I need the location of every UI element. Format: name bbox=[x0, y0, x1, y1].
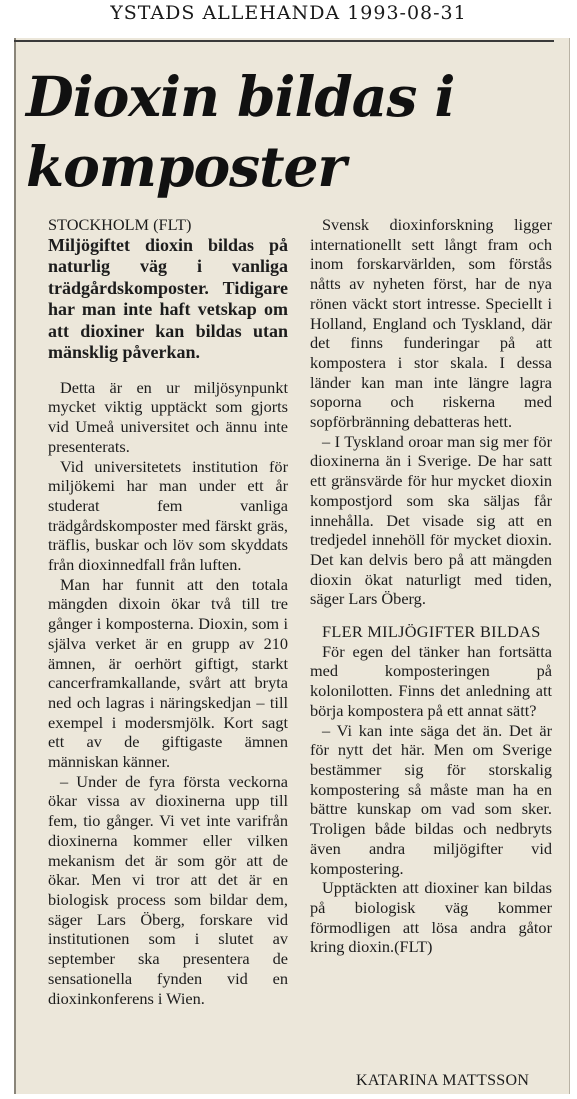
body-paragraph: För egen del tänker han fortsätta med komposteringen på kolonilotten. Finns det anledning att börja kompostera på ett annat sätt? bbox=[310, 641, 552, 720]
body-paragraph: Man har funnit att den totala mängden dixoin ökar två till tre gånger i komposterna. Dioxin, som i själva verket är en grupp av 210 ämnen, är oerhört giftigt, starkt cancerframkallande, svårt att bryta ned och lagras i näringskedjan – till exempel i modersmjölk. Kort sagt ett av de giftigaste ämnen människan känner. bbox=[48, 574, 288, 772]
right-column bbox=[310, 215, 552, 957]
body-paragraph: Detta är en ur miljösynpunkt mycket viktig upptäckt som gjorts vid Umeå universitet och ännu inte presenterats. bbox=[48, 377, 288, 456]
newspaper-header: YSTADS ALLEHANDA 1993-08-31 bbox=[110, 2, 467, 24]
body-paragraph: – Vi kan inte säga det än. Det är för nytt det här. Men om Sverige bestämmer sig för storskalig kompostering så måste man ha en bättre kunskap om vad som sker. Troligen både bildas och nedbryts även andra miljögifter vid kompostering. bbox=[310, 720, 552, 878]
article-headline: Dioxin bildas i komposter bbox=[26, 64, 455, 199]
body-paragraph: Vid universitetets institution för miljökemi har man under ett år studerat fem vanliga trädgårdskomposter med färskt gräs, träflis, buskar och löv som skyddats från dioxinnedfall från luften. bbox=[48, 456, 288, 575]
body-paragraph: Svensk dioxinforskning ligger internationellt sett långt fram och inom forskarvärlden, som förstås nåtts av nyheten först, har de nya rönen väckt stort intresse. Speciellt i Holland, England och Tyskland, där det finns funderingar på att kompostera i stor skala. I dessa länder kan man inte längre lagra soporna och riskerna med sopförbränning debatteras hett. bbox=[310, 215, 552, 432]
subheading: FLER MILJÖGIFTER BILDAS bbox=[322, 622, 541, 642]
byline: KATARINA MATTSSON bbox=[356, 1072, 530, 1089]
body-paragraph: – I Tyskland oroar man sig mer för dioxinerna än i Sverige. De har satt ett gränsvärde för hur mycket dioxin kompostjord som ska säljas får innehålla. Det visade sig att en tredjedel innehöll för mycket dioxin. Det kan delvis bero på att mängden dioxin ökat naturligt med tiden, säger Lars Öberg. bbox=[310, 431, 552, 609]
body-paragraph: – Under de fyra första veckorna ökar vissa av dioxinerna upp till fem, tio gånger. Vi vet inte varifrån dioxinerna kommer eller vilken mekanism det är som gör att de ökar. Men vi tror att det är en biologisk process som bildar dem, säger Lars Öberg, forskare vid institutionen som i slutet av september ska presentera de sensationella fynden vid en dioxinkonferens i Wien. bbox=[48, 771, 288, 1008]
lead-paragraph: Miljögiftet dioxin bildas på naturlig väg i vanliga trädgårdskomposter. Tidigare har man inte haft vetskap om att dioxiner kan bildas utan mänsklig påverkan. bbox=[48, 234, 288, 363]
dateline: STOCKHOLM (FLT) bbox=[48, 215, 192, 234]
body-paragraph: Upptäckten att dioxiner kan bildas på biologisk väg kommer förmodligen att lösa andra gåtor kring dioxin.(FLT) bbox=[310, 878, 552, 957]
left-column bbox=[48, 215, 288, 1008]
top-rule bbox=[14, 40, 554, 42]
